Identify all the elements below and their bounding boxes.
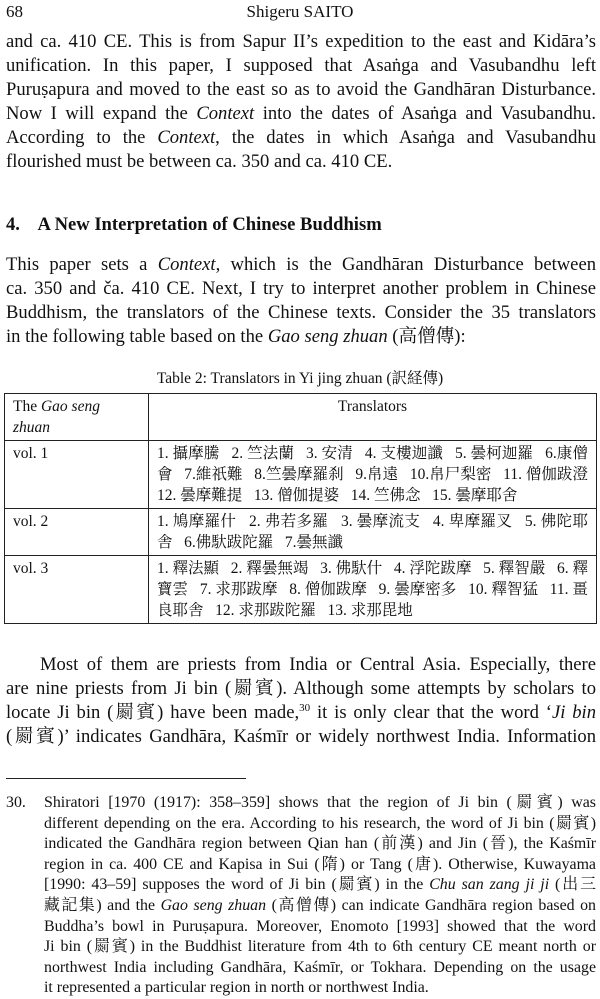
text-span[interactable]: in the following table based on the (6, 326, 268, 348)
table-header-row (5, 394, 597, 441)
footnote-number: 30. (6, 794, 26, 811)
translator-entry: 3. 曇摩流支 (340, 513, 433, 530)
text-line (6, 701, 596, 725)
translator-entry: 11. 僧伽跋澄 (503, 466, 600, 483)
text-span[interactable]: region in ca. 400 CE and Kapisa in Sui (隋) or Tang (唐). Otherwise, Kuwayama (44, 855, 596, 873)
translator-entry: 1. 鳩摩羅什 (157, 513, 249, 530)
text-span[interactable]: (罽賓)’ indicates Gandhāra, Kaśmīr or widely northwest India. Information (6, 726, 596, 748)
translators-cell (149, 556, 597, 624)
text-span[interactable]: locate Ji bin (罽賓) have been made, (6, 702, 300, 724)
header-title: Gao seng zhuan (13, 398, 100, 436)
translator-entry: 5. 佛陀耶舎 (157, 513, 588, 551)
text-span[interactable]: , the dates in which Asaṅga and Vasubandhu (215, 127, 596, 149)
column-header-translators: Translators (149, 394, 597, 441)
italic-term: Ji bin (551, 702, 596, 724)
translator-entry: 5. 釋智嚴 (483, 560, 557, 577)
text-span[interactable]: Buddhism, the translators of the Chinese texts. Consider the 35 translators (6, 302, 596, 324)
translator-entry: 13. 求那毘地 (327, 602, 413, 619)
footnote-30 (6, 793, 596, 999)
paragraph-2 (6, 253, 596, 349)
text-line (6, 150, 596, 174)
volume-cell: vol. 3 (5, 556, 149, 624)
translator-entry: 6.康僧會 (157, 445, 588, 483)
text-span[interactable]: (出三 (549, 876, 596, 894)
text-span[interactable]: , which is the Gandhāran Disturbance between (215, 254, 596, 275)
translator-entry: 12. 曇摩難提 (157, 487, 254, 504)
text-line (6, 834, 596, 855)
table-row (5, 556, 597, 624)
italic-term: Context (157, 127, 216, 149)
translator-entry: 8. 僧伽跋摩 (289, 581, 379, 598)
text-span[interactable]: different depending on the era. According to his research, the word of Ji bin (罽賓) (44, 814, 596, 832)
translator-entry: 1. 攝摩騰 (157, 445, 232, 462)
text-line (6, 793, 596, 814)
text-line (6, 277, 596, 301)
text-span[interactable]: According to the (6, 127, 158, 149)
column-header-source (5, 394, 149, 441)
translator-entry: 12. 求那跋陀羅 (215, 602, 328, 619)
table-row (5, 441, 597, 509)
text-span[interactable]: flourished must be between ca. 350 and ca. 410 CE. (6, 151, 393, 173)
text-line (6, 325, 596, 349)
translator-entry: 2. 弗若多羅 (248, 513, 341, 530)
translator-entry: 9.帛遠 (355, 466, 410, 483)
translator-entry: 11. 畺良耶舎 (157, 581, 588, 619)
translator-entry: 7.曇無讖 (284, 534, 344, 551)
text-span[interactable]: Puruṣapura and moved to the east so as to avoid the Gandhāran Disturbance. (6, 79, 596, 101)
italic-term: Context (196, 103, 255, 125)
page-number: 68 (6, 2, 23, 21)
text-span[interactable]: ca. 350 and ča. 410 CE. Next, I try to interpret another problem in Chinese (6, 278, 596, 300)
text-span[interactable]: it represented a particular region in north or northwest India. (44, 979, 429, 997)
translator-entry: 3. 佛馱什 (320, 560, 394, 577)
text-span[interactable]: are nine priests from Ji bin (罽賓). Although some attempts by scholars to (6, 678, 596, 700)
text-span[interactable]: Shiratori [1970 (1917): 358–359] shows that the region of Ji bin (罽賓) was (44, 794, 596, 811)
translator-entry: 4. 浮陀跋摩 (393, 560, 484, 577)
section-heading: 4. A New Interpretation of Chinese Buddhism (6, 214, 382, 235)
text-span[interactable]: northwest India including Gandhāra, Kaśmīr, or Tokhara. Depending on the usage (44, 958, 596, 976)
text-line (6, 958, 596, 979)
translator-entry: 13. 僧伽提婆 (253, 487, 351, 504)
translator-entry: 6. 釋寶雲 (157, 560, 588, 598)
text-line (6, 102, 596, 126)
text-line (6, 677, 596, 701)
text-line (6, 54, 596, 78)
text-span[interactable]: it is only clear that the word ‘ (310, 702, 552, 724)
translators-cell (149, 441, 600, 509)
translator-entry: 3. 安清 (305, 445, 365, 462)
translator-entry: 2. 竺法蘭 (231, 445, 306, 462)
text-line (6, 126, 596, 150)
translators-table (4, 393, 600, 624)
footnote-divider (6, 778, 246, 779)
italic-term: Gao seng zhuan (267, 326, 388, 348)
text-line (6, 725, 596, 749)
text-span[interactable]: Most of them are priests from India or Central Asia. Especially, there (6, 654, 596, 675)
translators-cell (149, 509, 597, 556)
translator-entry: 9. 曇摩密多 (378, 581, 469, 598)
running-author: Shigeru SAITO (246, 2, 354, 21)
table-caption: Table 2: Translators in Yi jing zhuan (訳経傳) (156, 370, 444, 387)
translator-entry: 2. 釋曇無竭 (230, 560, 321, 577)
paragraph-3 (6, 653, 596, 749)
translator-entry: 8.竺曇摩羅刹 (254, 466, 356, 483)
translator-entry: 7.維祇難 (184, 466, 255, 483)
text-line (6, 30, 596, 54)
translator-entry: 4. 卑摩羅叉 (432, 513, 525, 530)
italic-term: Context (157, 254, 216, 275)
text-span[interactable]: indicated the Gandhāra region between Qian han (前漢) and Jin (晉), the Kaśmīr (44, 835, 596, 853)
translator-entry: 15. 曇摩耶舍 (432, 487, 518, 504)
text-line (6, 875, 596, 896)
text-span[interactable]: Buddha’s bowl in Puruṣapura. Moreover, Enomoto [1993] showed that the word (44, 917, 596, 935)
text-span[interactable]: unification. In this paper, I supposed that Asaṅga and Vasubandhu left (6, 55, 596, 77)
text-span[interactable]: into the dates of Asaṅga and Vasubandhu. (254, 103, 596, 125)
text-span[interactable]: Now I will expand the (6, 103, 197, 125)
translator-entry: 1. 釋法顯 (157, 560, 231, 577)
text-span[interactable]: 藏記集) and the (44, 896, 161, 914)
text-line (6, 978, 596, 999)
running-header (0, 0, 600, 24)
translator-entry: 7. 求那跋摩 (199, 581, 290, 598)
text-line (6, 896, 596, 917)
text-line (6, 653, 596, 677)
translator-entry: 4. 支樓迦讖 (364, 445, 455, 462)
text-span[interactable]: [1990: 43–59] supposes the word of Ji bin (罽賓) in the (44, 876, 430, 894)
text-line (6, 937, 596, 958)
header-prefix: The (13, 398, 41, 415)
text-line (6, 917, 596, 938)
text-line (6, 814, 596, 835)
translator-entry: 10. 釋智猛 (468, 581, 550, 598)
italic-term: Chu san zang ji ji (429, 876, 550, 894)
text-span[interactable]: Ji bin (罽賓) in the Buddhist literature from 4th to 6th century CE meant north or (44, 938, 596, 956)
text-line (6, 78, 596, 102)
translator-entry: 6.佛馱跋陀羅 (184, 534, 285, 551)
translator-entry: 14. 竺佛念 (350, 487, 433, 504)
volume-cell: vol. 2 (5, 509, 149, 556)
footnote-ref-link[interactable]: 30 (299, 702, 311, 714)
text-span[interactable]: This paper sets a (6, 254, 158, 275)
italic-term: Gao seng zhuan (160, 896, 267, 914)
translator-entry: 5. 曇柯迦羅 (454, 445, 546, 462)
translator-entry: 10.帛尸梨密 (409, 466, 504, 483)
table-row (5, 509, 597, 556)
paragraph-1 (6, 30, 596, 175)
text-line (6, 253, 596, 277)
text-span[interactable]: (高僧傳): (387, 326, 466, 348)
volume-cell: vol. 1 (5, 441, 149, 509)
text-span[interactable]: (高僧傳) can indicate Gandhāra region based on (266, 896, 596, 914)
text-span[interactable]: and ca. 410 CE. This is from Sapur II’s expedition to the east and Kidāra’s (6, 31, 596, 52)
text-line (6, 855, 596, 876)
text-line (6, 301, 596, 325)
